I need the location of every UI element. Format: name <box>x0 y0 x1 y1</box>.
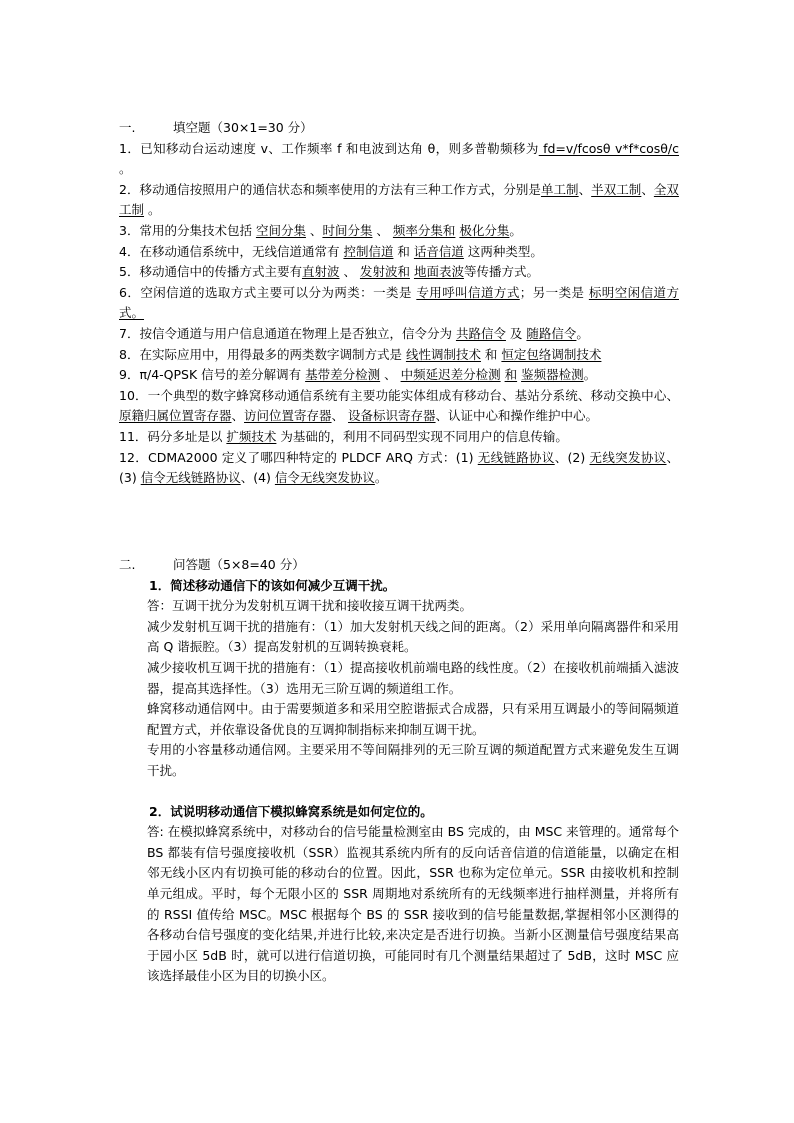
question-item <box>119 180 679 221</box>
question-text: 11．码分多址是以 <box>119 428 227 444</box>
answer-blank: 专用呼叫信道方式 <box>416 284 520 300</box>
question-text: 、 <box>331 408 349 424</box>
answer-blank: 标明空闲信道方式。 <box>119 284 679 321</box>
section-number: 一. <box>119 120 136 135</box>
question-text: 、 <box>380 367 401 383</box>
answer-blank: 无线链路协议 <box>477 449 555 465</box>
question-text: 3．常用的分集技术包括 <box>119 222 256 238</box>
question-text: 5．移动通信中的传播方式主要有 <box>119 264 302 280</box>
answer-paragraph: 答: 在模拟蜂窝系统中，对移动台的信号能量检测室由 BS 完成的，由 MSC 来管理的。通常每个 BS 都装有信号强度接收机（SSR）监视其系统内所有的反向话音信道的信道能量，以确定在相邻无线小区内有切换可能的移动台的位置。因此，SSR 也称为定位单元。SSR 由接收机和控制单元组成。平时，每个无限小区的 SSR 周期地对系统所有的无线频率进行抽样测量，并将所有的 RSSI 值传给 MSC。MSC 根据每个 BS 的 SSR 接收到的信号能量数据,掌握相邻小区测得的各移动台信号强度的变化结果,并进行比较,来决定是否进行切换。当新小区测量信号强度结果高于园小区 5dB 时，就可以进行信道切换，可能同时有几个测量结果超过了 5dB，这时 MSC 应该选择最佳小区为目的切换小区。 <box>147 824 679 984</box>
question-text: 这两种类型。 <box>463 243 543 259</box>
answer-blank: 全双工制 <box>119 181 679 218</box>
answer-blank: 地面表波 <box>413 264 464 280</box>
answer-blank: 控制信道 <box>343 243 394 259</box>
question-text: 。 <box>576 325 589 341</box>
question-item <box>119 386 679 427</box>
section-heading <box>119 555 679 576</box>
question-item <box>119 139 679 180</box>
question-item <box>119 365 679 386</box>
question-item <box>119 324 679 345</box>
answer-blank: 恒定包络调制技术 <box>501 346 602 362</box>
answer-blank: 随路信令 <box>526 325 577 341</box>
question-item <box>119 242 679 263</box>
spacer <box>119 782 679 802</box>
question-item <box>119 283 679 324</box>
question-text: 4．在移动通信系统中，无线信道通常有 <box>119 243 344 259</box>
answer-blank: 时间分集 <box>322 222 373 238</box>
answer-blank: 线性调制技术 <box>405 346 481 362</box>
question-1: 1．简述移动通信下的该如何减少互调干扰。 <box>149 577 396 593</box>
answer-blank: 无线突发协议 <box>589 449 667 465</box>
answer-blank: 半双工制 <box>591 181 642 197</box>
question-list <box>119 139 679 489</box>
answer-blank: 信令无线突发协议 <box>274 470 375 486</box>
question-text: 12．CDMA2000 定义了哪四种特定的 PLDCF ARQ 方式：(1) <box>119 449 478 465</box>
question-text: 。 <box>509 222 522 238</box>
answer-blank: fd=v/fcosθ v*f*cosθ/c <box>538 140 680 156</box>
question-text: 6．空闲信道的选取方式主要可以分为两类：一类是 <box>119 284 417 300</box>
answer-blank: 和 <box>504 367 518 383</box>
question-text: 、(3) <box>119 449 679 486</box>
answer-paragraph: 专用的小容量移动通信网。主要采用不等间隔排列的无三阶互调的频道配置方式来避免发生互调干扰。 <box>147 742 679 778</box>
answer-blank: 单工制 <box>540 181 579 197</box>
question-text: 、(2) <box>554 449 590 465</box>
question-text: 、(4) <box>240 470 275 486</box>
question-item <box>119 345 679 366</box>
question-item <box>119 262 679 283</box>
answer-paragraph: 答：互调干扰分为发射机互调干扰和接收接互调干扰两类。 <box>147 598 473 614</box>
answer-blank: 基带差分检测 <box>305 367 381 383</box>
section-title: 填空题（30×1=30 分） <box>173 120 313 135</box>
question-text: 。 <box>583 367 597 383</box>
question-text: 。 <box>119 161 132 177</box>
question-text: 等传播方式。 <box>463 264 539 280</box>
question-text: 、 <box>372 222 393 238</box>
question-text: 、 <box>641 181 654 197</box>
answer-blank: 扩频技术 <box>226 428 277 444</box>
fill-in-blank-section <box>119 118 679 489</box>
question-text: 。 <box>374 470 388 486</box>
answer-paragraph: 减少发射机互调干扰的措施有：（1）加大发射机天线之间的距离。（2）采用单向隔离器件和采用高 Q 谐振腔。（3）提高发射机的互调转换衰耗。 <box>147 618 679 655</box>
answer-paragraph: 减少接收机互调干扰的措施有：（1）提高接收机前端电路的线性度。（2）在接收机前端插入滤波器，提高其选择性。（3）选用无三阶互调的频道组工作。 <box>147 659 679 696</box>
short-answer-section <box>119 555 679 987</box>
question-text: 。 <box>144 202 161 218</box>
answer-blank: 频率分集和 <box>392 222 456 238</box>
answer-blank: 原籍归属位置寄存器 <box>119 408 232 424</box>
question-text: 为基础的，利用不同码型实现不同用户的信息传输。 <box>276 428 568 444</box>
question-text: ；另一类是 <box>519 284 589 300</box>
answer-blank: 发射波和 <box>359 264 410 280</box>
question-text: 8．在实际应用中，用得最多的两类数字调制方式是 <box>119 346 406 362</box>
question-text: 、 <box>339 264 360 280</box>
answer-blank: 中频延迟差分检测 <box>400 367 501 383</box>
answer-blank: 共路信令 <box>455 325 506 341</box>
answer-blank: 鉴频器检测 <box>521 367 584 383</box>
section-heading <box>119 118 679 139</box>
question-text: 10．一个典型的数字蜂窝移动通信系统有主要功能实体组成有移动台、基站分系统、移动交换中心、 <box>119 387 679 403</box>
answer-blank: 极化分集 <box>459 222 510 238</box>
answer-blank: 直射波 <box>301 264 340 280</box>
question-item <box>119 427 679 448</box>
question-text: 1．已知移动台运动速度 v、工作频率 f 和电波到达角 θ，则多普勒频移为 <box>119 140 539 156</box>
answer-blank: 设备标识寄存器 <box>348 408 436 424</box>
question-text: 7．按信令通道与用户信息通道在物理上是否独立，信令分为 <box>119 325 456 341</box>
question-text: 、认证中心和操作维护中心。 <box>435 408 599 424</box>
question-text: 和 <box>480 346 502 362</box>
question-item <box>119 221 679 242</box>
answer-blank: 空间分集 <box>255 222 306 238</box>
answer-blank: 信令无线链路协议 <box>140 470 241 486</box>
question-text: 及 <box>505 325 527 341</box>
question-item <box>119 448 679 489</box>
section-number: 二. <box>119 557 136 572</box>
answer-blank: 话音信道 <box>413 243 464 259</box>
question-text: 、 <box>305 222 323 238</box>
answer-blank: 访问位置寄存器 <box>244 408 332 424</box>
question-text: 、 <box>231 408 245 424</box>
question-2: 2．试说明移动通信下模拟蜂窝系统是如何定位的。 <box>149 803 433 819</box>
answer-paragraph: 蜂窝移动通信网中。由于需要频道多和采用空腔谐振式合成器，只有采用互调最小的等间隔频道配置方式，并依靠设备优良的互调抑制指标来抑制互调干扰。 <box>147 701 679 737</box>
question-text: 和 <box>393 243 414 259</box>
question-text: 、 <box>578 181 592 197</box>
question-text: 9．π/4-QPSK 信号的差分解调有 <box>119 367 306 383</box>
question-text: 2．移动通信按照用户的通信状态和频率使用的方法有三种工作方式，分别是 <box>119 181 541 197</box>
section-title: 问答题（5×8=40 分） <box>173 557 305 572</box>
